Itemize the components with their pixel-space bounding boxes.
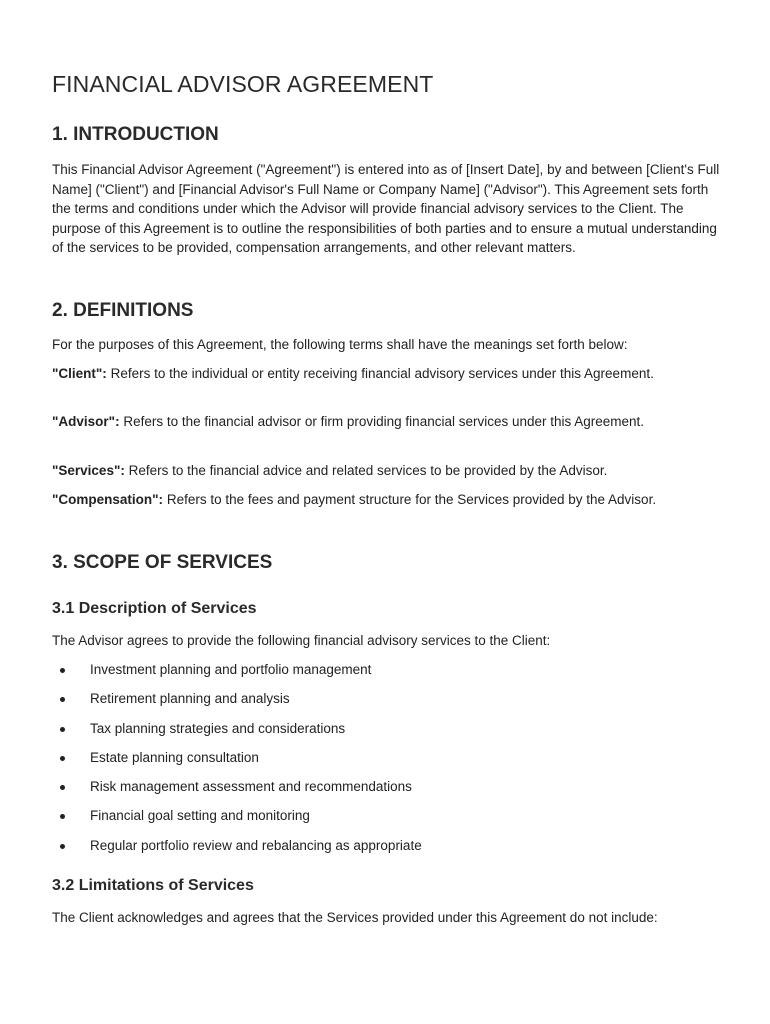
limitations-intro: The Client acknowledges and agrees that the Services provided under this Agreement do not include: (52, 910, 658, 925)
list-item (52, 719, 720, 748)
section-heading-definitions: 2. DEFINITIONS (52, 300, 194, 321)
description-intro: The Advisor agrees to provide the following financial advisory services to the Client: (52, 633, 551, 648)
definition-term: "Compensation": (52, 492, 164, 507)
services-bullet-list (52, 660, 720, 865)
section-heading-introduction: 1. INTRODUCTION (52, 124, 219, 145)
list-item (52, 748, 720, 777)
list-item-text: Risk management assessment and recommendations (90, 779, 412, 795)
definitions-intro: For the purposes of this Agreement, the following terms shall have the meanings set forth below: (52, 337, 628, 352)
definition-compensation (52, 490, 720, 510)
bullet-icon (60, 697, 65, 702)
list-item (52, 689, 720, 718)
bullet-icon (60, 785, 65, 790)
bullet-icon (60, 668, 65, 673)
bullet-icon (60, 844, 65, 849)
introduction-paragraph: This Financial Advisor Agreement ("Agreement") is entered into as of [Insert Date], by and between [Client's Full Name] ("Client") and [Financial Advisor's Full Name or Company Name] ("Advisor"). This Agreement sets forth the terms and conditions under which the Advisor will provide financial advisory services to the Client. The purpose of this Agreement is to outline the responsibilities of both parties and to ensure a mutual understanding of the services to be provided, compensation arrangements, and other relevant matters. (52, 162, 720, 256)
section-heading-scope: 3. SCOPE OF SERVICES (52, 552, 273, 573)
subsection-heading-limitations: 3.2 Limitations of Services (52, 877, 254, 894)
list-item-text: Retirement planning and analysis (90, 691, 290, 707)
definition-text: Refers to the financial advice and related services to be provided by the Advisor. (124, 463, 608, 478)
definition-text: Refers to the fees and payment structure for the Services provided by the Advisor. (163, 492, 657, 507)
list-item-text: Financial goal setting and monitoring (90, 808, 310, 824)
bullet-icon (60, 756, 65, 761)
list-item-text: Tax planning strategies and considerations (90, 720, 346, 736)
list-item (52, 806, 720, 835)
definition-services (52, 461, 720, 481)
definition-text: Refers to the financial advisor or firm providing financial services under this Agreement. (119, 414, 645, 429)
list-item (52, 660, 720, 689)
definition-text: Refers to the individual or entity receiving financial advisory services under this Agreement. (106, 366, 654, 381)
bullet-icon (60, 727, 65, 732)
definition-advisor (52, 412, 720, 432)
list-item (52, 777, 720, 806)
definition-term: "Advisor": (52, 414, 120, 429)
list-item-text: Estate planning consultation (90, 749, 259, 765)
definition-client (52, 364, 720, 384)
list-item-text: Investment planning and portfolio management (90, 662, 372, 677)
list-item-text: Regular portfolio review and rebalancing as appropriate (90, 837, 422, 853)
bullet-icon (60, 814, 65, 819)
subsection-heading-description: 3.1 Description of Services (52, 600, 257, 617)
document-title: FINANCIAL ADVISOR AGREEMENT (52, 71, 434, 97)
list-item (52, 836, 720, 865)
definition-term: "Services": (52, 463, 125, 478)
definition-term: "Client": (52, 366, 107, 381)
